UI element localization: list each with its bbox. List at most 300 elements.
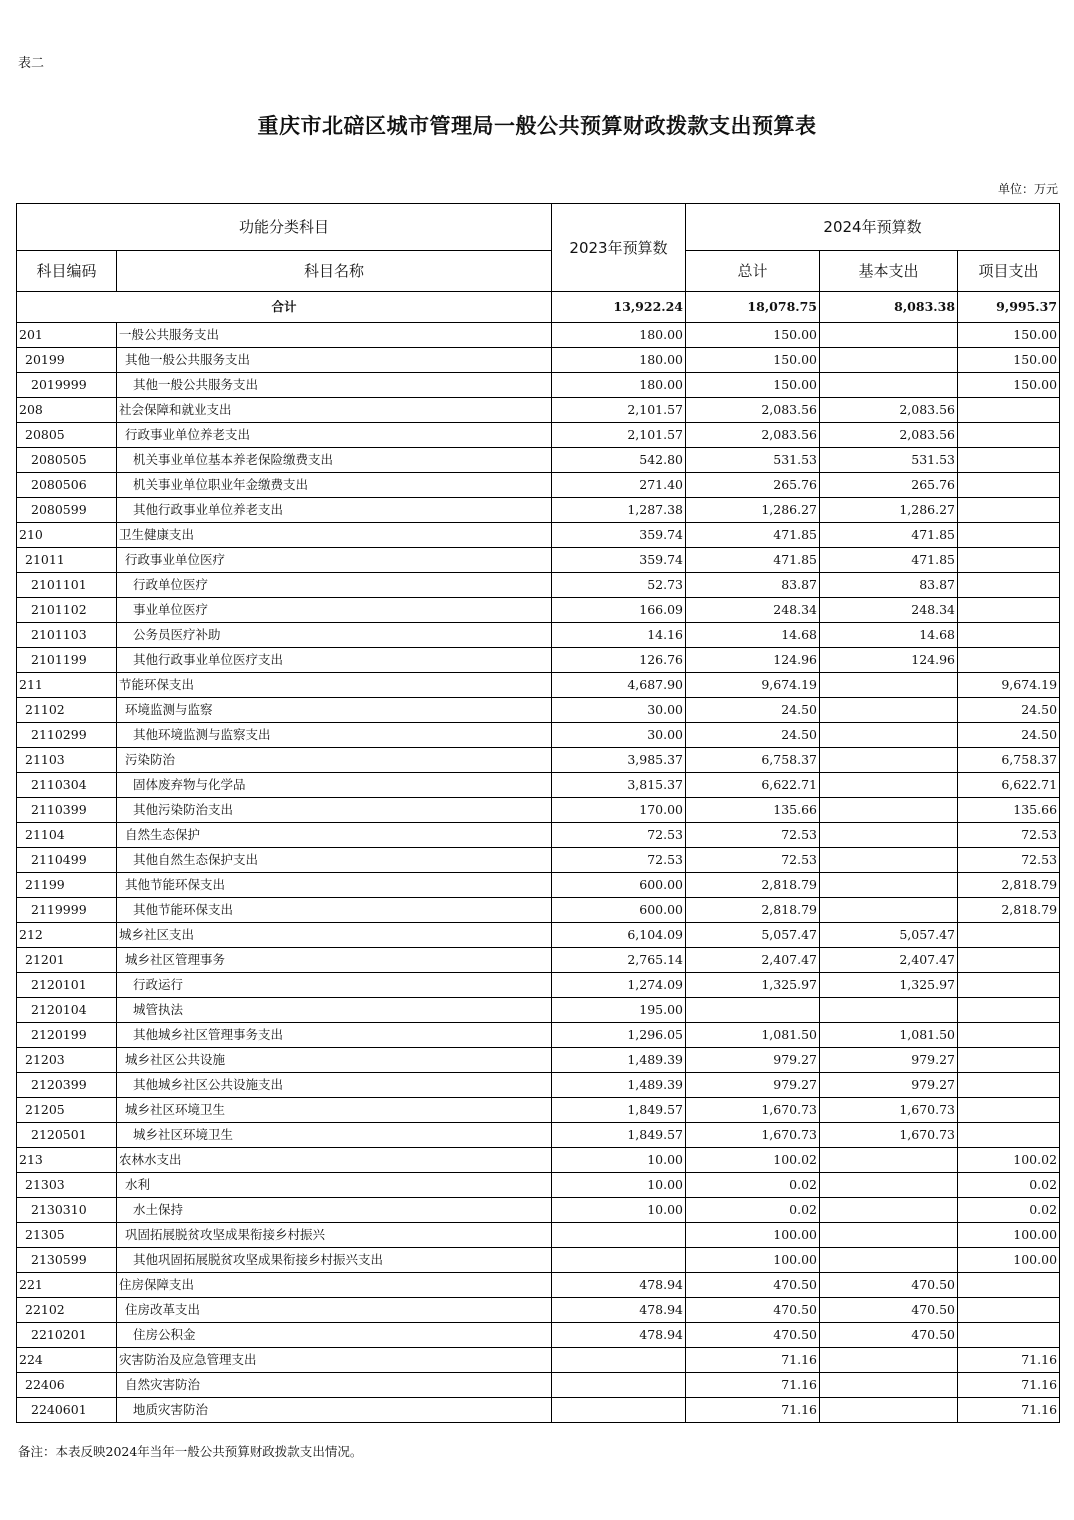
unit-label: 单位：万元	[997, 182, 1058, 196]
table-row	[17, 1198, 1060, 1223]
cell-code: 2120101	[17, 973, 117, 998]
cell-prev: 478.94	[552, 1273, 686, 1298]
cell-prev: 30.00	[552, 723, 686, 748]
cell-basic: 5,057.47	[820, 923, 958, 948]
cell-prev: 72.53	[552, 848, 686, 873]
table-row	[17, 423, 1060, 448]
cell-name: 节能环保支出	[117, 673, 552, 698]
cell-code: 2120501	[17, 1123, 117, 1148]
cell-total: 9,674.19	[686, 673, 820, 698]
cell-name: 城乡社区支出	[117, 923, 552, 948]
cell-project	[958, 1073, 1060, 1098]
cell-code: 210	[17, 523, 117, 548]
cell-prev: 1,489.39	[552, 1073, 686, 1098]
cell-project	[958, 1273, 1060, 1298]
cell-prev: 180.00	[552, 373, 686, 398]
total-total: 18,078.75	[686, 292, 820, 323]
cell-project	[958, 548, 1060, 573]
cell-prev: 271.40	[552, 473, 686, 498]
cell-project: 6,622.71	[958, 773, 1060, 798]
cell-total: 1,325.97	[686, 973, 820, 998]
table-row	[17, 798, 1060, 823]
cell-prev: 10.00	[552, 1148, 686, 1173]
cell-total: 71.16	[686, 1373, 820, 1398]
cell-name: 城乡社区环境卫生	[117, 1098, 552, 1123]
cell-prev: 1,296.05	[552, 1023, 686, 1048]
header-code: 科目编码	[17, 251, 117, 292]
cell-name: 机关事业单位职业年金缴费支出	[117, 473, 552, 498]
cell-prev: 180.00	[552, 323, 686, 348]
cell-total: 6,622.71	[686, 773, 820, 798]
cell-prev	[552, 1248, 686, 1273]
cell-prev: 72.53	[552, 823, 686, 848]
cell-basic	[820, 373, 958, 398]
cell-prev: 30.00	[552, 698, 686, 723]
cell-prev: 195.00	[552, 998, 686, 1023]
cell-code: 21102	[17, 698, 117, 723]
table-row	[17, 898, 1060, 923]
cell-prev: 359.74	[552, 523, 686, 548]
cell-code: 2120199	[17, 1023, 117, 1048]
cell-prev: 1,274.09	[552, 973, 686, 998]
table-row	[17, 1248, 1060, 1273]
cell-basic	[820, 1198, 958, 1223]
cell-project	[958, 648, 1060, 673]
cell-basic	[820, 898, 958, 923]
cell-code: 2080505	[17, 448, 117, 473]
cell-total: 6,758.37	[686, 748, 820, 773]
cell-basic: 83.87	[820, 573, 958, 598]
table-row	[17, 1298, 1060, 1323]
cell-prev: 359.74	[552, 548, 686, 573]
cell-basic: 979.27	[820, 1048, 958, 1073]
header-basic: 基本支出	[820, 251, 958, 292]
cell-prev: 600.00	[552, 898, 686, 923]
cell-total: 100.00	[686, 1248, 820, 1273]
cell-code: 20199	[17, 348, 117, 373]
cell-code: 2240601	[17, 1398, 117, 1423]
cell-basic: 265.76	[820, 473, 958, 498]
table-row	[17, 698, 1060, 723]
cell-total: 72.53	[686, 823, 820, 848]
cell-code: 2101199	[17, 648, 117, 673]
cell-name: 巩固拓展脱贫攻坚成果衔接乡村振兴	[117, 1223, 552, 1248]
cell-total: 979.27	[686, 1048, 820, 1073]
table-row	[17, 873, 1060, 898]
cell-code: 2019999	[17, 373, 117, 398]
cell-basic	[820, 1398, 958, 1423]
cell-project: 2,818.79	[958, 898, 1060, 923]
cell-basic	[820, 1148, 958, 1173]
cell-basic	[820, 1223, 958, 1248]
cell-code: 22406	[17, 1373, 117, 1398]
cell-total: 2,818.79	[686, 873, 820, 898]
table-row	[17, 748, 1060, 773]
cell-name: 水土保持	[117, 1198, 552, 1223]
cell-code: 2120104	[17, 998, 117, 1023]
cell-total: 979.27	[686, 1073, 820, 1098]
cell-code: 2101102	[17, 598, 117, 623]
cell-project: 71.16	[958, 1373, 1060, 1398]
cell-code: 2080599	[17, 498, 117, 523]
cell-code: 213	[17, 1148, 117, 1173]
table-row	[17, 998, 1060, 1023]
table-row	[17, 1223, 1060, 1248]
cell-project: 72.53	[958, 823, 1060, 848]
cell-code: 224	[17, 1348, 117, 1373]
cell-basic	[820, 1248, 958, 1273]
cell-prev: 2,765.14	[552, 948, 686, 973]
cell-name: 农林水支出	[117, 1148, 552, 1173]
cell-basic: 979.27	[820, 1073, 958, 1098]
cell-name: 其他节能环保支出	[117, 873, 552, 898]
cell-basic	[820, 723, 958, 748]
cell-basic: 471.85	[820, 523, 958, 548]
cell-prev	[552, 1223, 686, 1248]
cell-code: 21199	[17, 873, 117, 898]
table-row	[17, 398, 1060, 423]
cell-code: 2110299	[17, 723, 117, 748]
cell-total: 248.34	[686, 598, 820, 623]
cell-project	[958, 1023, 1060, 1048]
cell-basic: 124.96	[820, 648, 958, 673]
cell-code: 2110499	[17, 848, 117, 873]
cell-project	[958, 948, 1060, 973]
cell-name: 公务员医疗补助	[117, 623, 552, 648]
cell-basic: 470.50	[820, 1323, 958, 1348]
cell-basic	[820, 323, 958, 348]
cell-project: 0.02	[958, 1198, 1060, 1223]
cell-prev: 10.00	[552, 1173, 686, 1198]
cell-basic	[820, 1348, 958, 1373]
cell-total: 100.00	[686, 1223, 820, 1248]
cell-basic: 1,670.73	[820, 1123, 958, 1148]
cell-project: 2,818.79	[958, 873, 1060, 898]
cell-project	[958, 398, 1060, 423]
table-row	[17, 348, 1060, 373]
table-row	[17, 373, 1060, 398]
cell-basic	[820, 673, 958, 698]
table-row	[17, 1398, 1060, 1423]
cell-prev: 10.00	[552, 1198, 686, 1223]
cell-basic	[820, 773, 958, 798]
cell-total: 0.02	[686, 1198, 820, 1223]
cell-prev: 1,849.57	[552, 1098, 686, 1123]
cell-name: 自然生态保护	[117, 823, 552, 848]
cell-name: 灾害防治及应急管理支出	[117, 1348, 552, 1373]
cell-total: 71.16	[686, 1398, 820, 1423]
cell-total: 2,818.79	[686, 898, 820, 923]
table-row	[17, 1273, 1060, 1298]
cell-project	[958, 1298, 1060, 1323]
cell-total: 2,083.56	[686, 423, 820, 448]
cell-prev: 2,101.57	[552, 398, 686, 423]
cell-total: 1,081.50	[686, 1023, 820, 1048]
table-row	[17, 1148, 1060, 1173]
cell-project	[958, 473, 1060, 498]
cell-project	[958, 573, 1060, 598]
cell-project: 100.00	[958, 1248, 1060, 1273]
cell-basic	[820, 998, 958, 1023]
cell-code: 2101101	[17, 573, 117, 598]
total-project: 9,995.37	[958, 292, 1060, 323]
cell-prev: 1,849.57	[552, 1123, 686, 1148]
cell-project: 24.50	[958, 723, 1060, 748]
cell-name: 其他污染防治支出	[117, 798, 552, 823]
cell-project: 150.00	[958, 323, 1060, 348]
header-func-group: 功能分类科目	[17, 204, 552, 251]
cell-project: 71.16	[958, 1398, 1060, 1423]
table-row	[17, 973, 1060, 998]
cell-prev: 180.00	[552, 348, 686, 373]
cell-name: 其他行政事业单位医疗支出	[117, 648, 552, 673]
cell-prev: 170.00	[552, 798, 686, 823]
cell-name: 机关事业单位基本养老保险缴费支出	[117, 448, 552, 473]
cell-total: 471.85	[686, 523, 820, 548]
table-row	[17, 1073, 1060, 1098]
table-row	[17, 1048, 1060, 1073]
cell-name: 卫生健康支出	[117, 523, 552, 548]
cell-code: 22102	[17, 1298, 117, 1323]
cell-code: 2101103	[17, 623, 117, 648]
cell-prev: 6,104.09	[552, 923, 686, 948]
cell-project: 72.53	[958, 848, 1060, 873]
cell-name: 住房改革支出	[117, 1298, 552, 1323]
cell-code: 20805	[17, 423, 117, 448]
table-row	[17, 923, 1060, 948]
cell-code: 21203	[17, 1048, 117, 1073]
cell-name: 社会保障和就业支出	[117, 398, 552, 423]
cell-code: 2130310	[17, 1198, 117, 1223]
cell-name: 城乡社区环境卫生	[117, 1123, 552, 1148]
cell-total: 14.68	[686, 623, 820, 648]
cell-name: 环境监测与监察	[117, 698, 552, 723]
cell-basic: 14.68	[820, 623, 958, 648]
cell-basic: 248.34	[820, 598, 958, 623]
cell-total: 2,407.47	[686, 948, 820, 973]
cell-total: 5,057.47	[686, 923, 820, 948]
cell-project	[958, 973, 1060, 998]
cell-basic	[820, 823, 958, 848]
cell-name: 其他一般公共服务支出	[117, 373, 552, 398]
table-row	[17, 673, 1060, 698]
cell-code: 21305	[17, 1223, 117, 1248]
cell-total	[686, 998, 820, 1023]
table-row	[17, 623, 1060, 648]
cell-prev: 3,815.37	[552, 773, 686, 798]
cell-project: 100.00	[958, 1223, 1060, 1248]
cell-prev: 2,101.57	[552, 423, 686, 448]
cell-project	[958, 623, 1060, 648]
table-row	[17, 823, 1060, 848]
cell-project	[958, 923, 1060, 948]
cell-total: 470.50	[686, 1323, 820, 1348]
cell-code: 21205	[17, 1098, 117, 1123]
cell-basic	[820, 748, 958, 773]
cell-code: 21011	[17, 548, 117, 573]
cell-total: 71.16	[686, 1348, 820, 1373]
table-row	[17, 548, 1060, 573]
cell-basic: 1,670.73	[820, 1098, 958, 1123]
cell-basic: 471.85	[820, 548, 958, 573]
table-row	[17, 648, 1060, 673]
cell-name: 住房公积金	[117, 1323, 552, 1348]
cell-name: 行政运行	[117, 973, 552, 998]
cell-name: 固体废弃物与化学品	[117, 773, 552, 798]
cell-total: 1,670.73	[686, 1098, 820, 1123]
cell-prev: 1,287.38	[552, 498, 686, 523]
cell-prev: 52.73	[552, 573, 686, 598]
total-prev: 13,922.24	[552, 292, 686, 323]
cell-project: 24.50	[958, 698, 1060, 723]
table-row	[17, 1098, 1060, 1123]
document-title: 重庆市北碚区城市管理局一般公共预算财政拨款支出预算表	[257, 113, 817, 138]
cell-name: 水利	[117, 1173, 552, 1198]
cell-code: 2110304	[17, 773, 117, 798]
table-row	[17, 1173, 1060, 1198]
cell-total: 2,083.56	[686, 398, 820, 423]
cell-basic	[820, 798, 958, 823]
cell-total: 150.00	[686, 348, 820, 373]
budget-table	[16, 203, 1060, 1423]
cell-project	[958, 523, 1060, 548]
table-row	[17, 773, 1060, 798]
cell-name: 污染防治	[117, 748, 552, 773]
table-row	[17, 948, 1060, 973]
cell-name: 住房保障支出	[117, 1273, 552, 1298]
cell-name: 其他节能环保支出	[117, 898, 552, 923]
cell-total: 24.50	[686, 698, 820, 723]
cell-code: 21104	[17, 823, 117, 848]
cell-total: 0.02	[686, 1173, 820, 1198]
cell-code: 212	[17, 923, 117, 948]
table-row	[17, 498, 1060, 523]
cell-total: 471.85	[686, 548, 820, 573]
cell-project: 150.00	[958, 373, 1060, 398]
cell-total: 72.53	[686, 848, 820, 873]
cell-basic: 1,286.27	[820, 498, 958, 523]
cell-name: 一般公共服务支出	[117, 323, 552, 348]
total-row	[17, 292, 1060, 323]
table-row	[17, 323, 1060, 348]
table-row	[17, 523, 1060, 548]
cell-prev: 3,985.37	[552, 748, 686, 773]
cell-project	[958, 598, 1060, 623]
cell-name: 事业单位医疗	[117, 598, 552, 623]
cell-project	[958, 423, 1060, 448]
header-row-1	[17, 204, 1060, 251]
cell-name: 其他城乡社区公共设施支出	[117, 1073, 552, 1098]
cell-project: 150.00	[958, 348, 1060, 373]
cell-project	[958, 498, 1060, 523]
table-row	[17, 1348, 1060, 1373]
cell-prev: 14.16	[552, 623, 686, 648]
table-row	[17, 1323, 1060, 1348]
total-basic: 8,083.38	[820, 292, 958, 323]
cell-name: 城乡社区管理事务	[117, 948, 552, 973]
cell-code: 21303	[17, 1173, 117, 1198]
cell-prev	[552, 1373, 686, 1398]
cell-name: 其他行政事业单位养老支出	[117, 498, 552, 523]
cell-project	[958, 448, 1060, 473]
cell-project: 135.66	[958, 798, 1060, 823]
cell-project	[958, 998, 1060, 1023]
cell-code: 201	[17, 323, 117, 348]
cell-code: 208	[17, 398, 117, 423]
cell-code: 21103	[17, 748, 117, 773]
cell-code: 221	[17, 1273, 117, 1298]
cell-total: 531.53	[686, 448, 820, 473]
cell-project: 71.16	[958, 1348, 1060, 1373]
cell-name: 行政单位医疗	[117, 573, 552, 598]
cell-project: 6,758.37	[958, 748, 1060, 773]
cell-prev	[552, 1348, 686, 1373]
cell-basic: 1,081.50	[820, 1023, 958, 1048]
table-row	[17, 1373, 1060, 1398]
cell-name: 行政事业单位养老支出	[117, 423, 552, 448]
cell-project	[958, 1123, 1060, 1148]
cell-total: 100.02	[686, 1148, 820, 1173]
table-row	[17, 723, 1060, 748]
cell-basic: 531.53	[820, 448, 958, 473]
cell-total: 124.96	[686, 648, 820, 673]
table-row	[17, 473, 1060, 498]
cell-basic	[820, 1373, 958, 1398]
cell-code: 2110399	[17, 798, 117, 823]
cell-name: 城乡社区公共设施	[117, 1048, 552, 1073]
cell-total: 470.50	[686, 1298, 820, 1323]
cell-basic: 2,083.56	[820, 423, 958, 448]
cell-code: 21201	[17, 948, 117, 973]
cell-total: 265.76	[686, 473, 820, 498]
header-name: 科目名称	[117, 251, 552, 292]
cell-basic	[820, 848, 958, 873]
cell-name: 自然灾害防治	[117, 1373, 552, 1398]
header-total: 总计	[686, 251, 820, 292]
cell-code: 2130599	[17, 1248, 117, 1273]
footnote: 备注：本表反映2024年当年一般公共预算财政拨款支出情况。	[18, 1444, 363, 1459]
cell-code: 2080506	[17, 473, 117, 498]
cell-basic: 2,407.47	[820, 948, 958, 973]
cell-total: 1,286.27	[686, 498, 820, 523]
cell-total: 150.00	[686, 373, 820, 398]
cell-basic: 470.50	[820, 1298, 958, 1323]
table-row	[17, 598, 1060, 623]
cell-basic: 470.50	[820, 1273, 958, 1298]
cell-name: 其他一般公共服务支出	[117, 348, 552, 373]
cell-basic: 2,083.56	[820, 398, 958, 423]
cell-project	[958, 1323, 1060, 1348]
cell-basic: 1,325.97	[820, 973, 958, 998]
cell-prev: 126.76	[552, 648, 686, 673]
table-row	[17, 1123, 1060, 1148]
header-prev-year: 2023年预算数	[552, 204, 686, 292]
cell-project	[958, 1048, 1060, 1073]
table-number-label: 表二	[18, 56, 45, 71]
cell-name: 其他城乡社区管理事务支出	[117, 1023, 552, 1048]
table-row	[17, 448, 1060, 473]
cell-basic	[820, 698, 958, 723]
cell-name: 其他巩固拓展脱贫攻坚成果衔接乡村振兴支出	[117, 1248, 552, 1273]
cell-project	[958, 1098, 1060, 1123]
cell-code: 211	[17, 673, 117, 698]
cell-total: 24.50	[686, 723, 820, 748]
header-row-2	[17, 251, 1060, 292]
cell-code: 2120399	[17, 1073, 117, 1098]
header-cur-year: 2024年预算数	[686, 204, 1060, 251]
cell-name: 城管执法	[117, 998, 552, 1023]
cell-basic	[820, 873, 958, 898]
